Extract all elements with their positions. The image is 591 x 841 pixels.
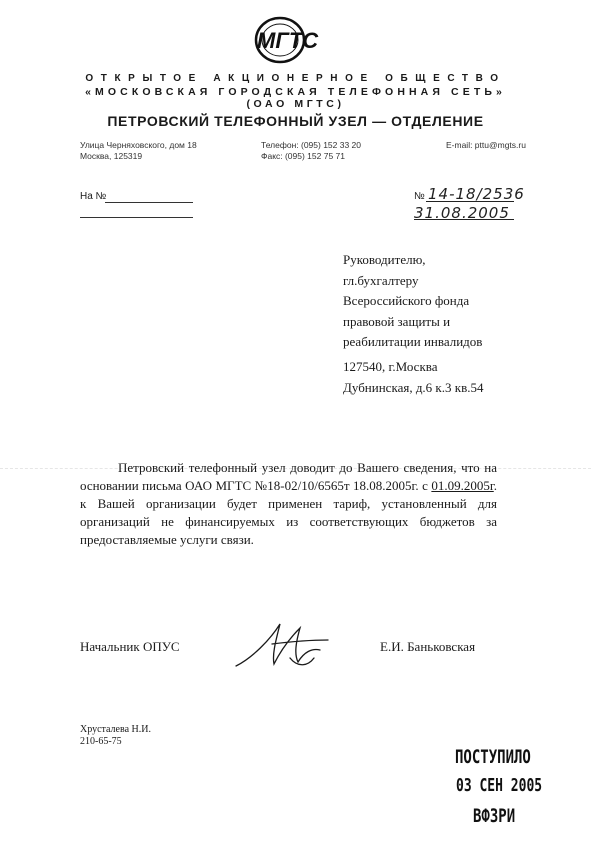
address-street: Улица Черняховского, дом 18 [80, 140, 197, 150]
address-line: 127540, г.Москва [343, 359, 438, 374]
executor-phone: 210-65-75 [80, 736, 122, 747]
addressee-line: правовой защиты и [343, 313, 451, 329]
outgoing-number-underline [426, 201, 514, 202]
executor-name: Хрусталева Н.И. [80, 724, 151, 735]
phone-number: Телефон: (095) 152 33 20 [261, 140, 362, 150]
executor-block [80, 724, 151, 748]
body-paragraph [80, 459, 497, 549]
address-city: Москва, 125319 [80, 151, 143, 161]
received-stamp-title: ПОСТУПИЛО [455, 747, 531, 769]
effective-date: 01.09.2005г [431, 478, 494, 493]
outgoing-date: 31.08.2005 [414, 204, 510, 222]
received-stamp-date: 03 СЕН 2005 [456, 776, 543, 797]
addressee-block [343, 250, 482, 353]
incoming-ref-line-2 [80, 217, 193, 218]
outgoing-date-underline [414, 219, 514, 220]
letter-body [80, 459, 497, 549]
incoming-ref-label: На № [80, 191, 107, 202]
addressee-line: Руководителю, [343, 252, 426, 267]
address-line: Дубнинская, д.6 к.3 кв.54 [343, 379, 484, 395]
logo-text: МГТС [257, 28, 319, 53]
org-short-name: (ОАО МГТС) [246, 98, 345, 110]
letterhead-phones [261, 140, 361, 162]
fax-number: Факс: (095) 152 75 71 [261, 151, 345, 161]
outgoing-number: 14-18/2536 [428, 185, 525, 203]
body-text-part1: Петровский телефонный узел доводит до Вашего сведения, что на основании письма ОАО МГТС №18-02/10/6565т 18.08.2005г. с [80, 460, 497, 493]
outgoing-ref-label: № [414, 191, 425, 202]
signatory-title: Начальник ОПУС [80, 639, 180, 654]
addressee-postal-address [343, 357, 483, 398]
body-text-part2: . к Вашей организации будет применен тариф, установленный для организаций не финансируемых из соответствующих бюджетов за предоставляемые услуги связи. [80, 478, 497, 547]
received-stamp-org: ВФЗРИ [473, 806, 516, 828]
incoming-ref-line [105, 202, 193, 203]
department-title: ПЕТРОВСКИЙ ТЕЛЕФОННЫЙ УЗЕЛ — ОТДЕЛЕНИЕ [107, 113, 484, 129]
org-type-line: ОТКРЫТОЕ АКЦИОНЕРНОЕ ОБЩЕСТВО [85, 73, 506, 84]
letterhead-address [80, 140, 197, 162]
handwritten-signature [232, 618, 332, 674]
org-name-line: «МОСКОВСКАЯ ГОРОДСКАЯ ТЕЛЕФОННАЯ СЕТЬ» [85, 86, 506, 98]
addressee-line: Всероссийского фонда [343, 293, 470, 308]
signatory-name: Е.И. Баньковская [380, 639, 476, 654]
letterhead-email: E-mail: pttu@mgts.ru [446, 140, 526, 150]
addressee-line: реабилитации инвалидов [343, 334, 483, 349]
mgts-logo [246, 14, 338, 66]
addressee-line: гл.бухгалтеру [343, 272, 419, 288]
